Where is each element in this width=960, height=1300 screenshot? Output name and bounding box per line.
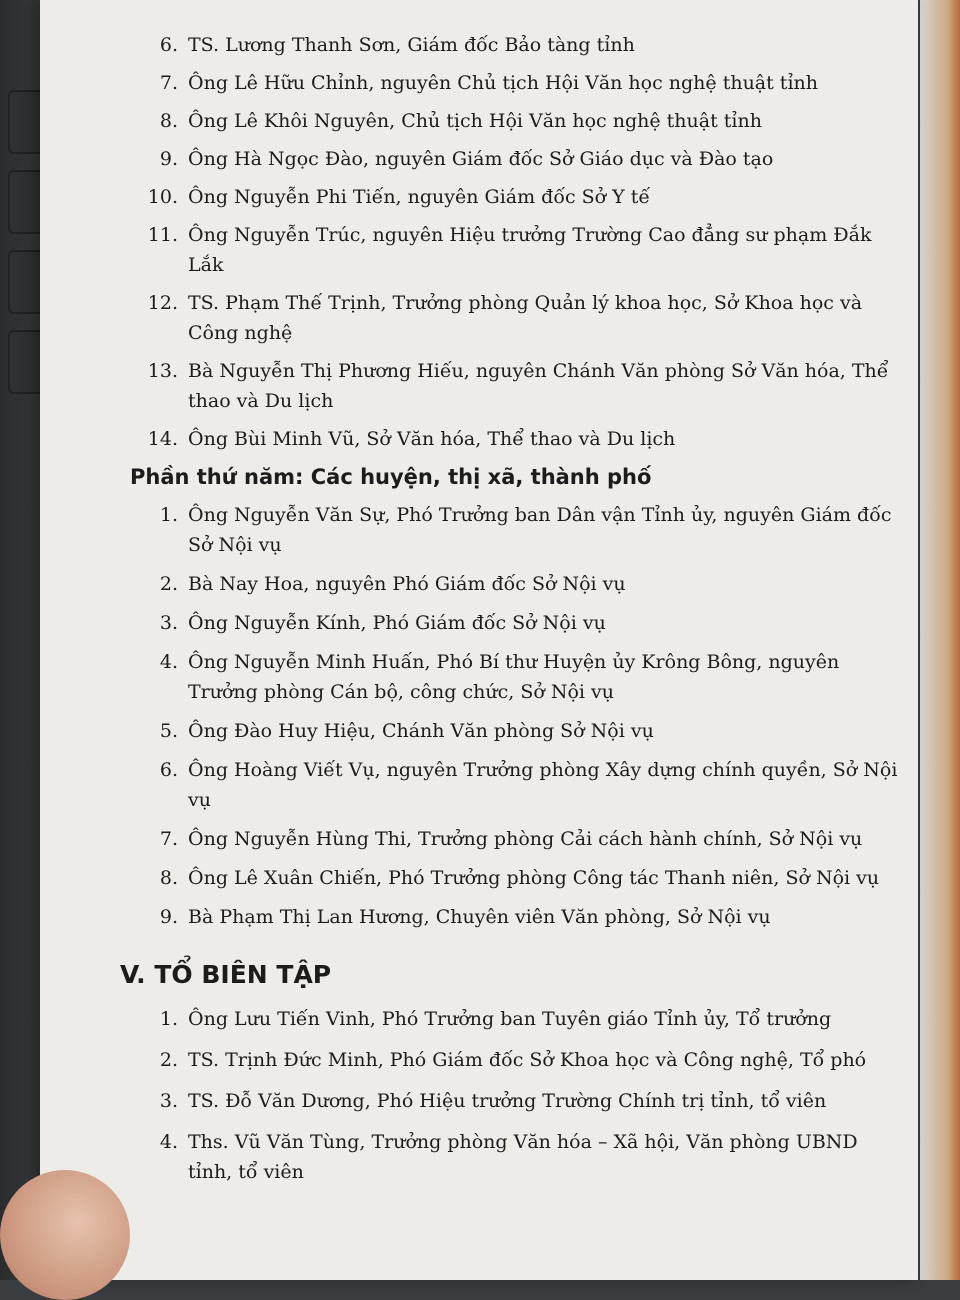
list-item [140, 1004, 900, 1034]
item-text: Bà Nguyễn Thị Phương Hiếu, nguyên Chánh Văn phòng Sở Văn hóa, Thể thao và Du lịch [188, 360, 889, 412]
item-text: Ông Hoàng Viết Vụ, nguyên Trưởng phòng Xây dựng chính quyền, Sở Nội vụ [188, 759, 898, 811]
item-text: Ông Bùi Minh Vũ, Sở Văn hóa, Thể thao và Du lịch [188, 428, 676, 450]
list-item [140, 1127, 900, 1187]
item-text: Ông Lê Hữu Chỉnh, nguyên Chủ tịch Hội Văn học nghệ thuật tỉnh [188, 72, 818, 94]
member-list-continued [140, 30, 900, 454]
item-text: Ông Lê Khôi Nguyên, Chủ tịch Hội Văn học nghệ thuật tỉnh [188, 110, 762, 132]
item-text: TS. Lương Thanh Sơn, Giám đốc Bảo tàng tỉnh [188, 34, 635, 56]
item-number: 5. [159, 720, 178, 742]
list-item [140, 569, 900, 599]
item-number: 6. [159, 34, 178, 56]
document-page [40, 0, 918, 1280]
list-item [140, 902, 900, 932]
item-text: Ths. Vũ Văn Tùng, Trưởng phòng Văn hóa – Xã hội, Văn phòng UBND tỉnh, tổ viên [188, 1131, 858, 1183]
page-content [120, 30, 900, 1198]
list-item [140, 424, 900, 454]
list-item [140, 608, 900, 638]
list-item [140, 68, 900, 98]
list-item [140, 182, 900, 212]
list-item [140, 500, 900, 560]
item-number: 11. [147, 224, 178, 246]
list-item [140, 824, 900, 854]
list-item [140, 144, 900, 174]
item-number: 4. [159, 1131, 178, 1153]
item-text: Ông Đào Huy Hiệu, Chánh Văn phòng Sở Nội vụ [188, 720, 654, 742]
list-item [140, 106, 900, 136]
item-number: 4. [159, 651, 178, 673]
item-number: 8. [159, 110, 178, 132]
item-number: 3. [159, 612, 178, 634]
district-member-list [140, 500, 900, 932]
item-number: 2. [159, 573, 178, 595]
item-text: Ông Lưu Tiến Vinh, Phó Trưởng ban Tuyên giáo Tỉnh ủy, Tổ trưởng [188, 1008, 832, 1030]
list-item [140, 30, 900, 60]
item-number: 9. [159, 906, 178, 928]
list-item [140, 1045, 900, 1075]
book-edge [920, 0, 960, 1280]
list-item [140, 647, 900, 707]
list-item [140, 356, 900, 416]
list-item [140, 220, 900, 280]
item-text: Ông Nguyễn Hùng Thi, Trưởng phòng Cải cách hành chính, Sở Nội vụ [188, 828, 863, 850]
item-number: 9. [159, 148, 178, 170]
list-item [140, 863, 900, 893]
item-number: 7. [159, 828, 178, 850]
item-text: Ông Nguyễn Minh Huấn, Phó Bí thư Huyện ủy Krông Bông, nguyên Trưởng phòng Cán bộ, công chức, Sở Nội vụ [188, 651, 840, 703]
list-item [140, 1086, 900, 1116]
item-number: 8. [159, 867, 178, 889]
list-item [140, 755, 900, 815]
thumb [0, 1170, 130, 1300]
item-text: Ông Nguyễn Trúc, nguyên Hiệu trưởng Trường Cao đẳng sư phạm Đắk Lắk [188, 224, 872, 276]
item-number: 12. [147, 292, 178, 314]
item-text: Ông Nguyễn Phi Tiến, nguyên Giám đốc Sở Y tế [188, 186, 651, 208]
item-text: TS. Trịnh Đức Minh, Phó Giám đốc Sở Khoa học và Công nghệ, Tổ phó [188, 1049, 867, 1071]
item-text: Ông Nguyễn Văn Sự, Phó Trưởng ban Dân vận Tỉnh ủy, nguyên Giám đốc Sở Nội vụ [188, 504, 892, 556]
editorial-team-list [140, 1004, 900, 1187]
item-text: Bà Nay Hoa, nguyên Phó Giám đốc Sở Nội vụ [188, 573, 626, 595]
editorial-team-heading: V. TỔ BIÊN TẬP [120, 960, 332, 989]
item-text: Ông Nguyễn Kính, Phó Giám đốc Sở Nội vụ [188, 612, 606, 634]
item-number: 2. [159, 1049, 178, 1071]
list-item [140, 288, 900, 348]
item-number: 3. [159, 1090, 178, 1112]
item-number: 10. [147, 186, 178, 208]
item-number: 7. [159, 72, 178, 94]
item-text: Ông Lê Xuân Chiến, Phó Trưởng phòng Công tác Thanh niên, Sở Nội vụ [188, 867, 880, 889]
item-number: 1. [159, 504, 178, 526]
list-item [140, 716, 900, 746]
item-text: TS. Đỗ Văn Dương, Phó Hiệu trưởng Trường Chính trị tỉnh, tổ viên [188, 1090, 827, 1112]
item-text: Bà Phạm Thị Lan Hương, Chuyên viên Văn phòng, Sở Nội vụ [188, 906, 771, 928]
item-text: Ông Hà Ngọc Đào, nguyên Giám đốc Sở Giáo dục và Đào tạo [188, 148, 774, 170]
item-number: 1. [159, 1008, 178, 1030]
section-heading: Phần thứ năm: Các huyện, thị xã, thành phố [130, 465, 652, 489]
item-number: 6. [159, 759, 178, 781]
item-number: 13. [147, 360, 178, 382]
item-text: TS. Phạm Thế Trịnh, Trưởng phòng Quản lý khoa học, Sở Khoa học và Công nghệ [188, 292, 863, 344]
item-number: 14. [147, 428, 178, 450]
